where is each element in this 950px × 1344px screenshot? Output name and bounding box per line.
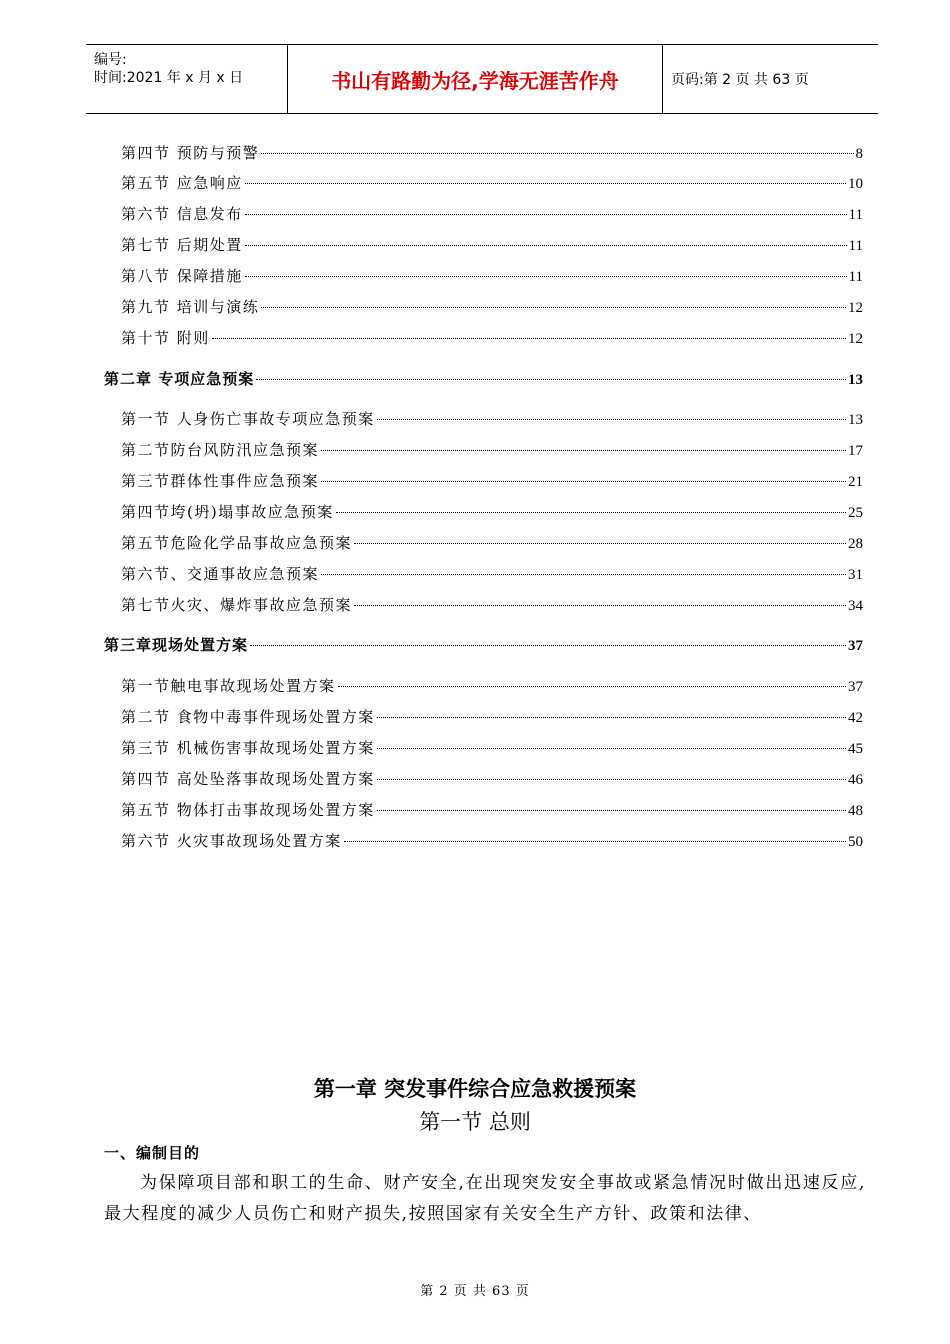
toc-entry-page: 10 (848, 176, 863, 192)
toc-entry-page: 12 (848, 300, 863, 316)
toc-entry-page: 11 (848, 238, 863, 254)
toc-entry-page: 11 (848, 269, 863, 285)
header-meta (86, 45, 288, 113)
toc-entry-title: 第七节 后期处置 (121, 236, 243, 254)
toc-section-entry[interactable] (121, 501, 863, 523)
toc-entry-title: 第九节 培训与演练 (121, 298, 260, 316)
toc-entry-title: 第十节 附则 (121, 329, 210, 347)
toc-entry-page: 13 (848, 372, 863, 388)
toc-entry-page: 8 (855, 146, 863, 162)
toc-entry-title: 第五节危险化学品事故应急预案 (121, 534, 353, 552)
toc-leader-dots (377, 419, 846, 420)
toc-leader-dots (354, 605, 846, 606)
toc-section-entry[interactable] (121, 830, 863, 852)
toc-entry-title: 第三节 机械伤害事故现场处置方案 (121, 739, 375, 757)
toc-entry-page: 34 (848, 598, 863, 614)
toc-leader-dots (212, 338, 846, 339)
toc-entry-page: 31 (848, 567, 863, 583)
toc-entry-page: 17 (848, 443, 863, 459)
toc-section-entry[interactable] (121, 532, 863, 554)
toc-section-entry[interactable] (121, 563, 863, 585)
toc-leader-dots (377, 748, 846, 749)
toc-entry-title: 第四节 高处坠落事故现场处置方案 (121, 770, 375, 788)
toc-section-entry[interactable] (121, 265, 863, 287)
toc-entry-title: 第一节 人身伤亡事故专项应急预案 (121, 410, 375, 428)
toc-section-entry[interactable] (121, 675, 863, 697)
toc-section-entry[interactable] (121, 737, 863, 759)
toc-section-entry[interactable] (121, 439, 863, 461)
subheading: 一、编制目的 (104, 1144, 201, 1162)
toc-leader-dots (261, 153, 853, 154)
header-page-info: 页码:第 2 页 共 63 页 (671, 72, 809, 88)
toc-entry-page: 37 (848, 679, 863, 695)
toc-entry-title: 第五节 应急响应 (121, 174, 243, 192)
toc-leader-dots (338, 686, 846, 687)
toc-entry-page: 50 (848, 834, 863, 850)
toc-section-entry[interactable] (121, 203, 863, 225)
chapter-title: 第一章 突发事件综合应急救援预案 (313, 1077, 637, 1101)
page-footer: 第 2 页 共 63 页 (420, 1284, 530, 1299)
toc-entry-title: 第八节 保障措施 (121, 267, 243, 285)
toc-entry-title: 第一节触电事故现场处置方案 (121, 677, 336, 695)
toc-section-entry[interactable] (121, 594, 863, 616)
toc-leader-dots (354, 543, 846, 544)
toc-leader-dots (256, 379, 846, 380)
toc-entry-title: 第四节垮(坍)塌事故应急预案 (121, 503, 334, 521)
toc-entry-page: 12 (848, 331, 863, 347)
toc-leader-dots (245, 276, 847, 277)
toc-section-entry[interactable] (121, 327, 863, 349)
toc-section-entry[interactable] (121, 296, 863, 318)
toc-entry-title: 第二节防台风防汛应急预案 (121, 441, 320, 459)
toc-entry-title: 第七节火灾、爆炸事故应急预案 (121, 596, 353, 614)
toc-leader-dots (261, 307, 846, 308)
toc-leader-dots (321, 450, 846, 451)
toc-entry-page: 46 (848, 772, 863, 788)
toc-leader-dots (250, 645, 846, 646)
toc-section-entry[interactable] (121, 172, 863, 194)
toc-leader-dots (377, 810, 846, 811)
toc-entry-page: 28 (848, 536, 863, 552)
toc-leader-dots (245, 245, 847, 246)
toc-section-entry[interactable] (121, 799, 863, 821)
toc-entry-page: 25 (848, 505, 863, 521)
page-header (86, 44, 878, 114)
document-number-label: 编号: (94, 52, 127, 68)
toc-entry-page: 11 (848, 207, 863, 223)
toc-entry-title: 第五节 物体打击事故现场处置方案 (121, 801, 375, 819)
toc-section-entry[interactable] (121, 234, 863, 256)
toc-section-entry[interactable] (121, 768, 863, 790)
toc-leader-dots (321, 574, 846, 575)
toc-entry-page: 48 (848, 803, 863, 819)
body-paragraph: 为保障项目部和职工的生命、财产安全,在出现突发安全事故或紧急情况时做出迅速反应,最大程度的减少人员伤亡和财产损失,按照国家有关安全生产方针、政策和法律、 (104, 1173, 866, 1224)
toc-entry-page: 42 (848, 710, 863, 726)
toc-entry-title: 第四节 预防与预警 (121, 144, 260, 162)
toc-entry-title: 第三节群体性事件应急预案 (121, 472, 320, 490)
toc-entry-page: 45 (848, 741, 863, 757)
toc-section-entry[interactable] (121, 408, 863, 430)
toc-leader-dots (336, 512, 846, 513)
toc-leader-dots (344, 841, 846, 842)
toc-entry-page: 13 (848, 412, 863, 428)
toc-leader-dots (321, 481, 846, 482)
toc-entry-title: 第三章现场处置方案 (104, 636, 249, 654)
toc-entry-page: 37 (848, 638, 863, 654)
toc-leader-dots (377, 779, 846, 780)
toc-leader-dots (245, 183, 846, 184)
toc-entry-page: 21 (848, 474, 863, 490)
header-motto: 书山有路勤为径,学海无涯苦作舟 (288, 45, 663, 113)
toc-leader-dots (245, 214, 847, 215)
toc-section-entry[interactable] (121, 470, 863, 492)
toc-section-entry[interactable] (121, 706, 863, 728)
toc-section-entry[interactable] (121, 142, 863, 164)
document-date: 时间:2021 年 x 月 x 日 (94, 70, 244, 86)
section-title: 第一节 总则 (419, 1110, 531, 1134)
toc-entry-title: 第二章 专项应急预案 (104, 370, 255, 388)
toc-entry-title: 第二节 食物中毒事件现场处置方案 (121, 708, 375, 726)
toc-entry-title: 第六节 信息发布 (121, 205, 243, 223)
toc-chapter-entry[interactable] (104, 634, 863, 656)
toc-chapter-entry[interactable] (104, 368, 863, 390)
toc-entry-title: 第六节 火灾事故现场处置方案 (121, 832, 342, 850)
toc-entry-title: 第六节、交通事故应急预案 (121, 565, 320, 583)
toc-leader-dots (377, 717, 846, 718)
